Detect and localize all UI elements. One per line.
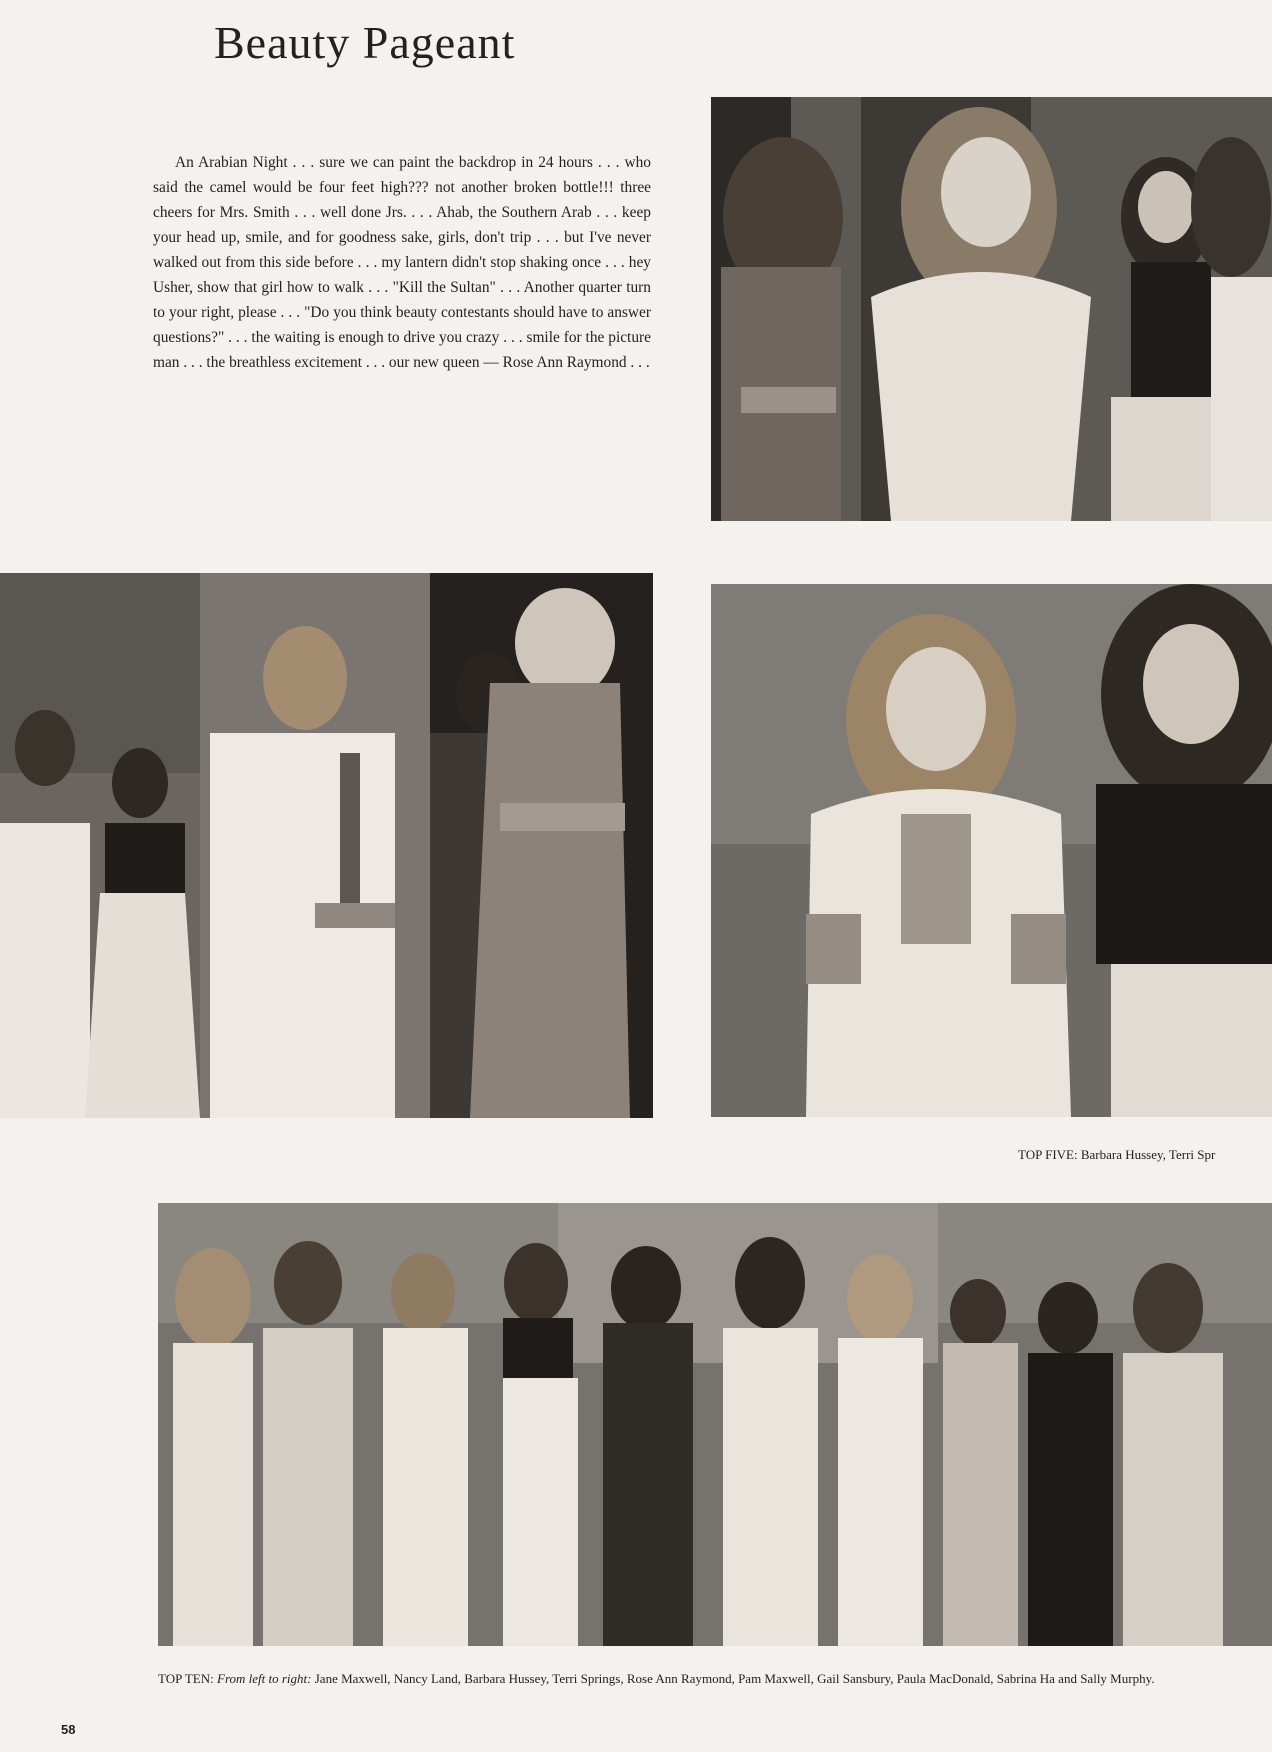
- caption-top-five-text: Barbara Hussey, Terri Spr: [1080, 1147, 1216, 1162]
- caption-top-ten-direction: From left to right:: [217, 1671, 312, 1686]
- caption-top-ten-label: TOP TEN:: [158, 1671, 214, 1686]
- photo-top-ten-group: [158, 1203, 1272, 1646]
- caption-top-ten: [158, 1670, 1272, 1687]
- caption-top-ten-names: Jane Maxwell, Nancy Land, Barbara Hussey, Terri Springs, Rose Ann Raymond, Pam Maxwell, Gail Sansbury, Paula MacDonald, Sabrina Ha and Sally Murphy.: [314, 1671, 1155, 1686]
- photo-crowning-ceremony: [0, 573, 653, 1118]
- photo-contestants-backstage: [711, 97, 1272, 521]
- caption-top-five: [1018, 1147, 1215, 1163]
- page-title: Beauty Pageant: [214, 17, 516, 68]
- photo-two-contestants: [711, 584, 1272, 1117]
- intro-paragraph: An Arabian Night . . . sure we can paint the backdrop in 24 hours . . . who said the camel would be four feet high??? not another broken bottle!!! three cheers for Mrs. Smith . . . well done Jrs. . . . Ahab, the Southern Arab . . . keep your head up, smile, and for goodness sake, girls, don't trip . . . but I've never walked out from this side before . . . my lantern didn't stop shaking once . . . hey Usher, show that girl how to walk . . . "Kill the Sultan" . . . Another quarter turn to your right, please . . . "Do you think beauty contestants should have to answer questions?" . . . the waiting is enough to drive you crazy . . . smile for the picture man . . . the breathless excitement . . . our new queen — Rose Ann Raymond . . .: [153, 154, 651, 371]
- caption-top-five-label: TOP FIVE:: [1018, 1147, 1078, 1162]
- page-number: 58: [61, 1722, 76, 1737]
